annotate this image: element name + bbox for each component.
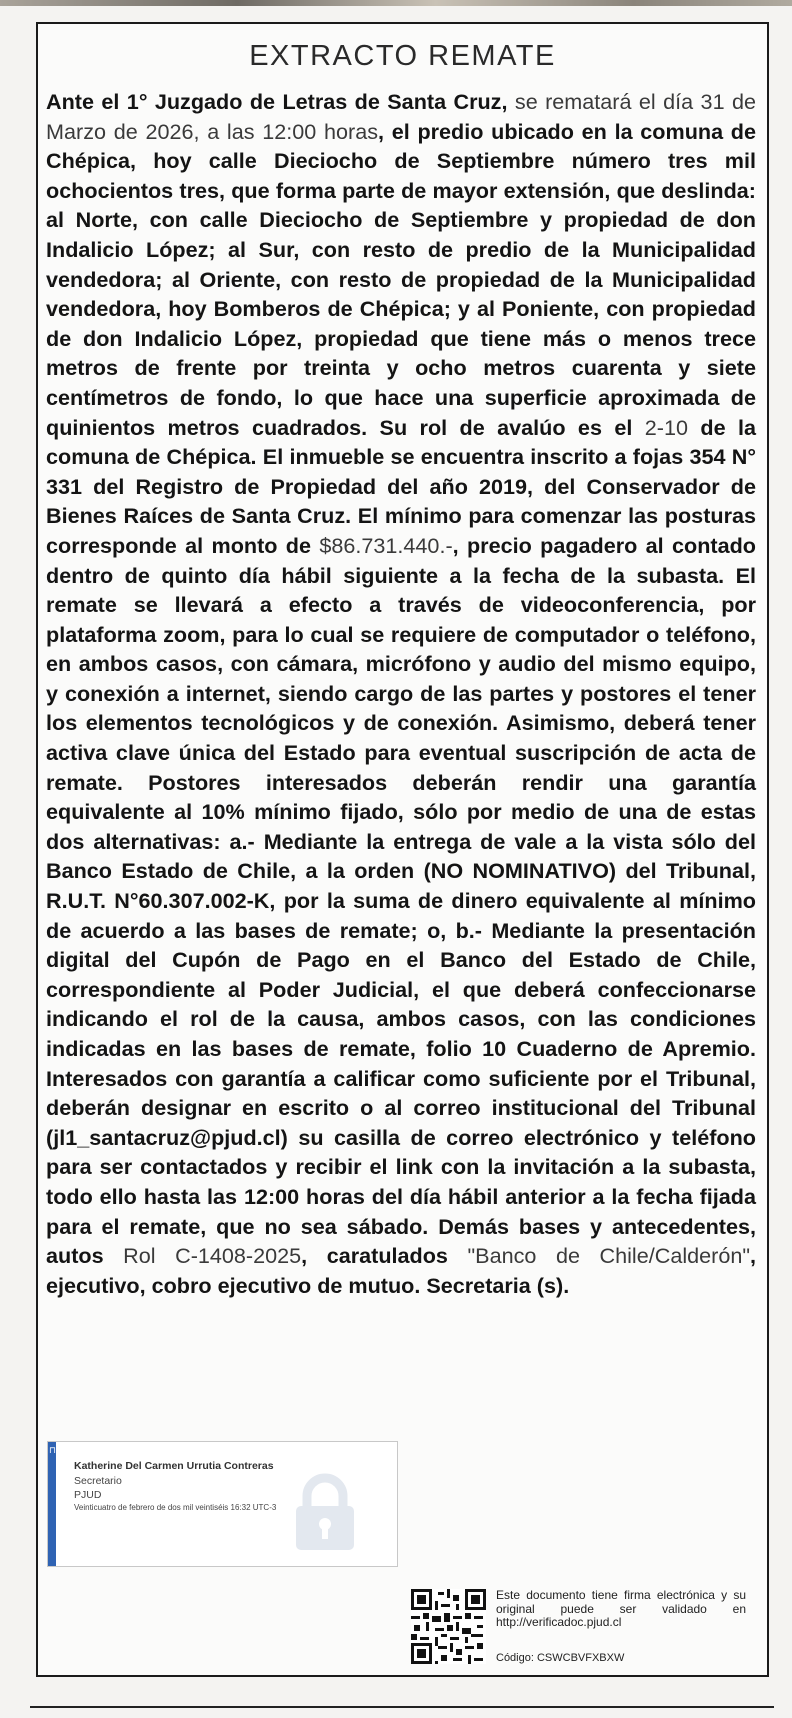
- verification-text: Este documento tiene firma electrónica y su original puede ser validado en http://verificadoc.pjud.cl: [496, 1588, 746, 1629]
- electronic-signature-box: [47, 1441, 398, 1567]
- body-segment: $86.731.440.-: [319, 532, 453, 558]
- signature-brand-bar: [48, 1442, 56, 1566]
- lock-icon: [288, 1472, 362, 1552]
- auction-notice: [36, 22, 769, 1677]
- body-segment: se rematará el día 31 de Marzo de 2026, a las 12:00 horas: [46, 89, 757, 144]
- body-segment: , el predio ubicado en la comuna de Chépica, hoy calle Dieciocho de Septiembre número tres mil ochocientos tres, que forma parte de mayor extensión, que deslinda: al Norte, con calle Dieciocho de Septiembre y propiedad de don Indalicio López; al Sur, con resto de predio de la Municipalidad vendedora; al Oriente, con resto de propiedad de la Municipalidad vendedora, hoy Bomberos de Chépica; y al Poniente, con propiedad de don Indalicio López, propiedad que tiene más o menos trece metros de frente por treinta y ocho metros cuarenta y siete centímetros de fondo, lo que hace una superficie aproximada de quinientos metros cuadrados. Su rol de avalúo es el: [46, 118, 756, 440]
- body-segment: "Banco de Chile/Calderón": [467, 1243, 751, 1269]
- body-segment: Rol C-1408-2025: [123, 1243, 302, 1269]
- body-segment: de la comuna de Chépica. El inmueble se encuentra inscrito a fojas 354 N° 331 del Registro de Propiedad del año 2019, del Conservador de Bienes Raíces de Santa Cruz. El mínimo para comenzar las posturas corresponde al monto de: [46, 414, 756, 558]
- notice-title: EXTRACTO REMATE: [249, 40, 556, 72]
- signer-name: Katherine Del Carmen Urrutia Contreras: [74, 1460, 274, 1472]
- body-segment: Ante el 1° Juzgado de Letras de Santa Cruz,: [46, 89, 508, 114]
- signer-organization: PJUD: [74, 1489, 102, 1501]
- body-segment: , ejecutivo, cobro ejecutivo de mutuo. Secretaria (s).: [46, 1243, 757, 1298]
- top-photo-strip: [0, 0, 792, 6]
- signer-role: Secretario: [74, 1475, 122, 1487]
- pjud-emblem-icon: ⊓: [49, 1445, 57, 1455]
- verification-code: Código: CSWCBVFXBXW: [496, 1652, 625, 1664]
- notice-body: [46, 87, 756, 1300]
- signature-datetime: Veinticuatro de febrero de dos mil veintiséis 16:32 UTC-3: [74, 1503, 277, 1512]
- body-segment: , caratulados: [301, 1243, 468, 1269]
- qr-code: [411, 1589, 486, 1664]
- body-segment: , precio pagadero al contado dentro de quinto día hábil siguiente a la fecha de la subasta. El remate se llevará a efecto a través de videoconferencia, por plataforma zoom, para lo cual se requiere de computador o teléfono, en ambos casos, con cámara, micrófono y audio del mismo equipo, y conexión a internet, siendo cargo de las partes y postores el tener los elementos tecnológicos y de conexión. Asimismo, deberá tener activa clave única del Estado para eventual suscripción de acta de remate. Postores interesados deberán rendir una garantía equivalente al 10% mínimo fijado, sólo por medio de una de estas dos alternativas: a.- Mediante la entrega de vale a la vista sólo del Banco Estado de Chile, a la orden (NO NOMINATIVO) del Tribunal, R.U.T. N°60.307.002-K, por la suma de dinero equivalente al mínimo de acuerdo a las bases de remate; o, b.- Mediante la presentación digital del Cupón de Pago en el Banco del Estado de Chile, correspondiente al Poder Judicial, el que deberá confeccionarse indicando el rol de la causa, ambos casos, con las condiciones indicadas en las bases de remate, folio 10 Cuaderno de Apremio. Interesados con garantía a calificar como suficiente por el Tribunal, deberán designar en escrito o al correo institucional del Tribunal (jl1_santacruz@pjud.cl) su casilla de correo electrónico y teléfono para ser contactados y recibir el link con la invitación a la subasta, todo ello hasta las 12:00 horas del día hábil anterior a la fecha fijada para el remate, que no sea sábado. Demás bases y antecedentes, autos: [46, 532, 756, 1269]
- next-notice-edge: [30, 1706, 774, 1718]
- body-segment: 2-10: [644, 414, 688, 440]
